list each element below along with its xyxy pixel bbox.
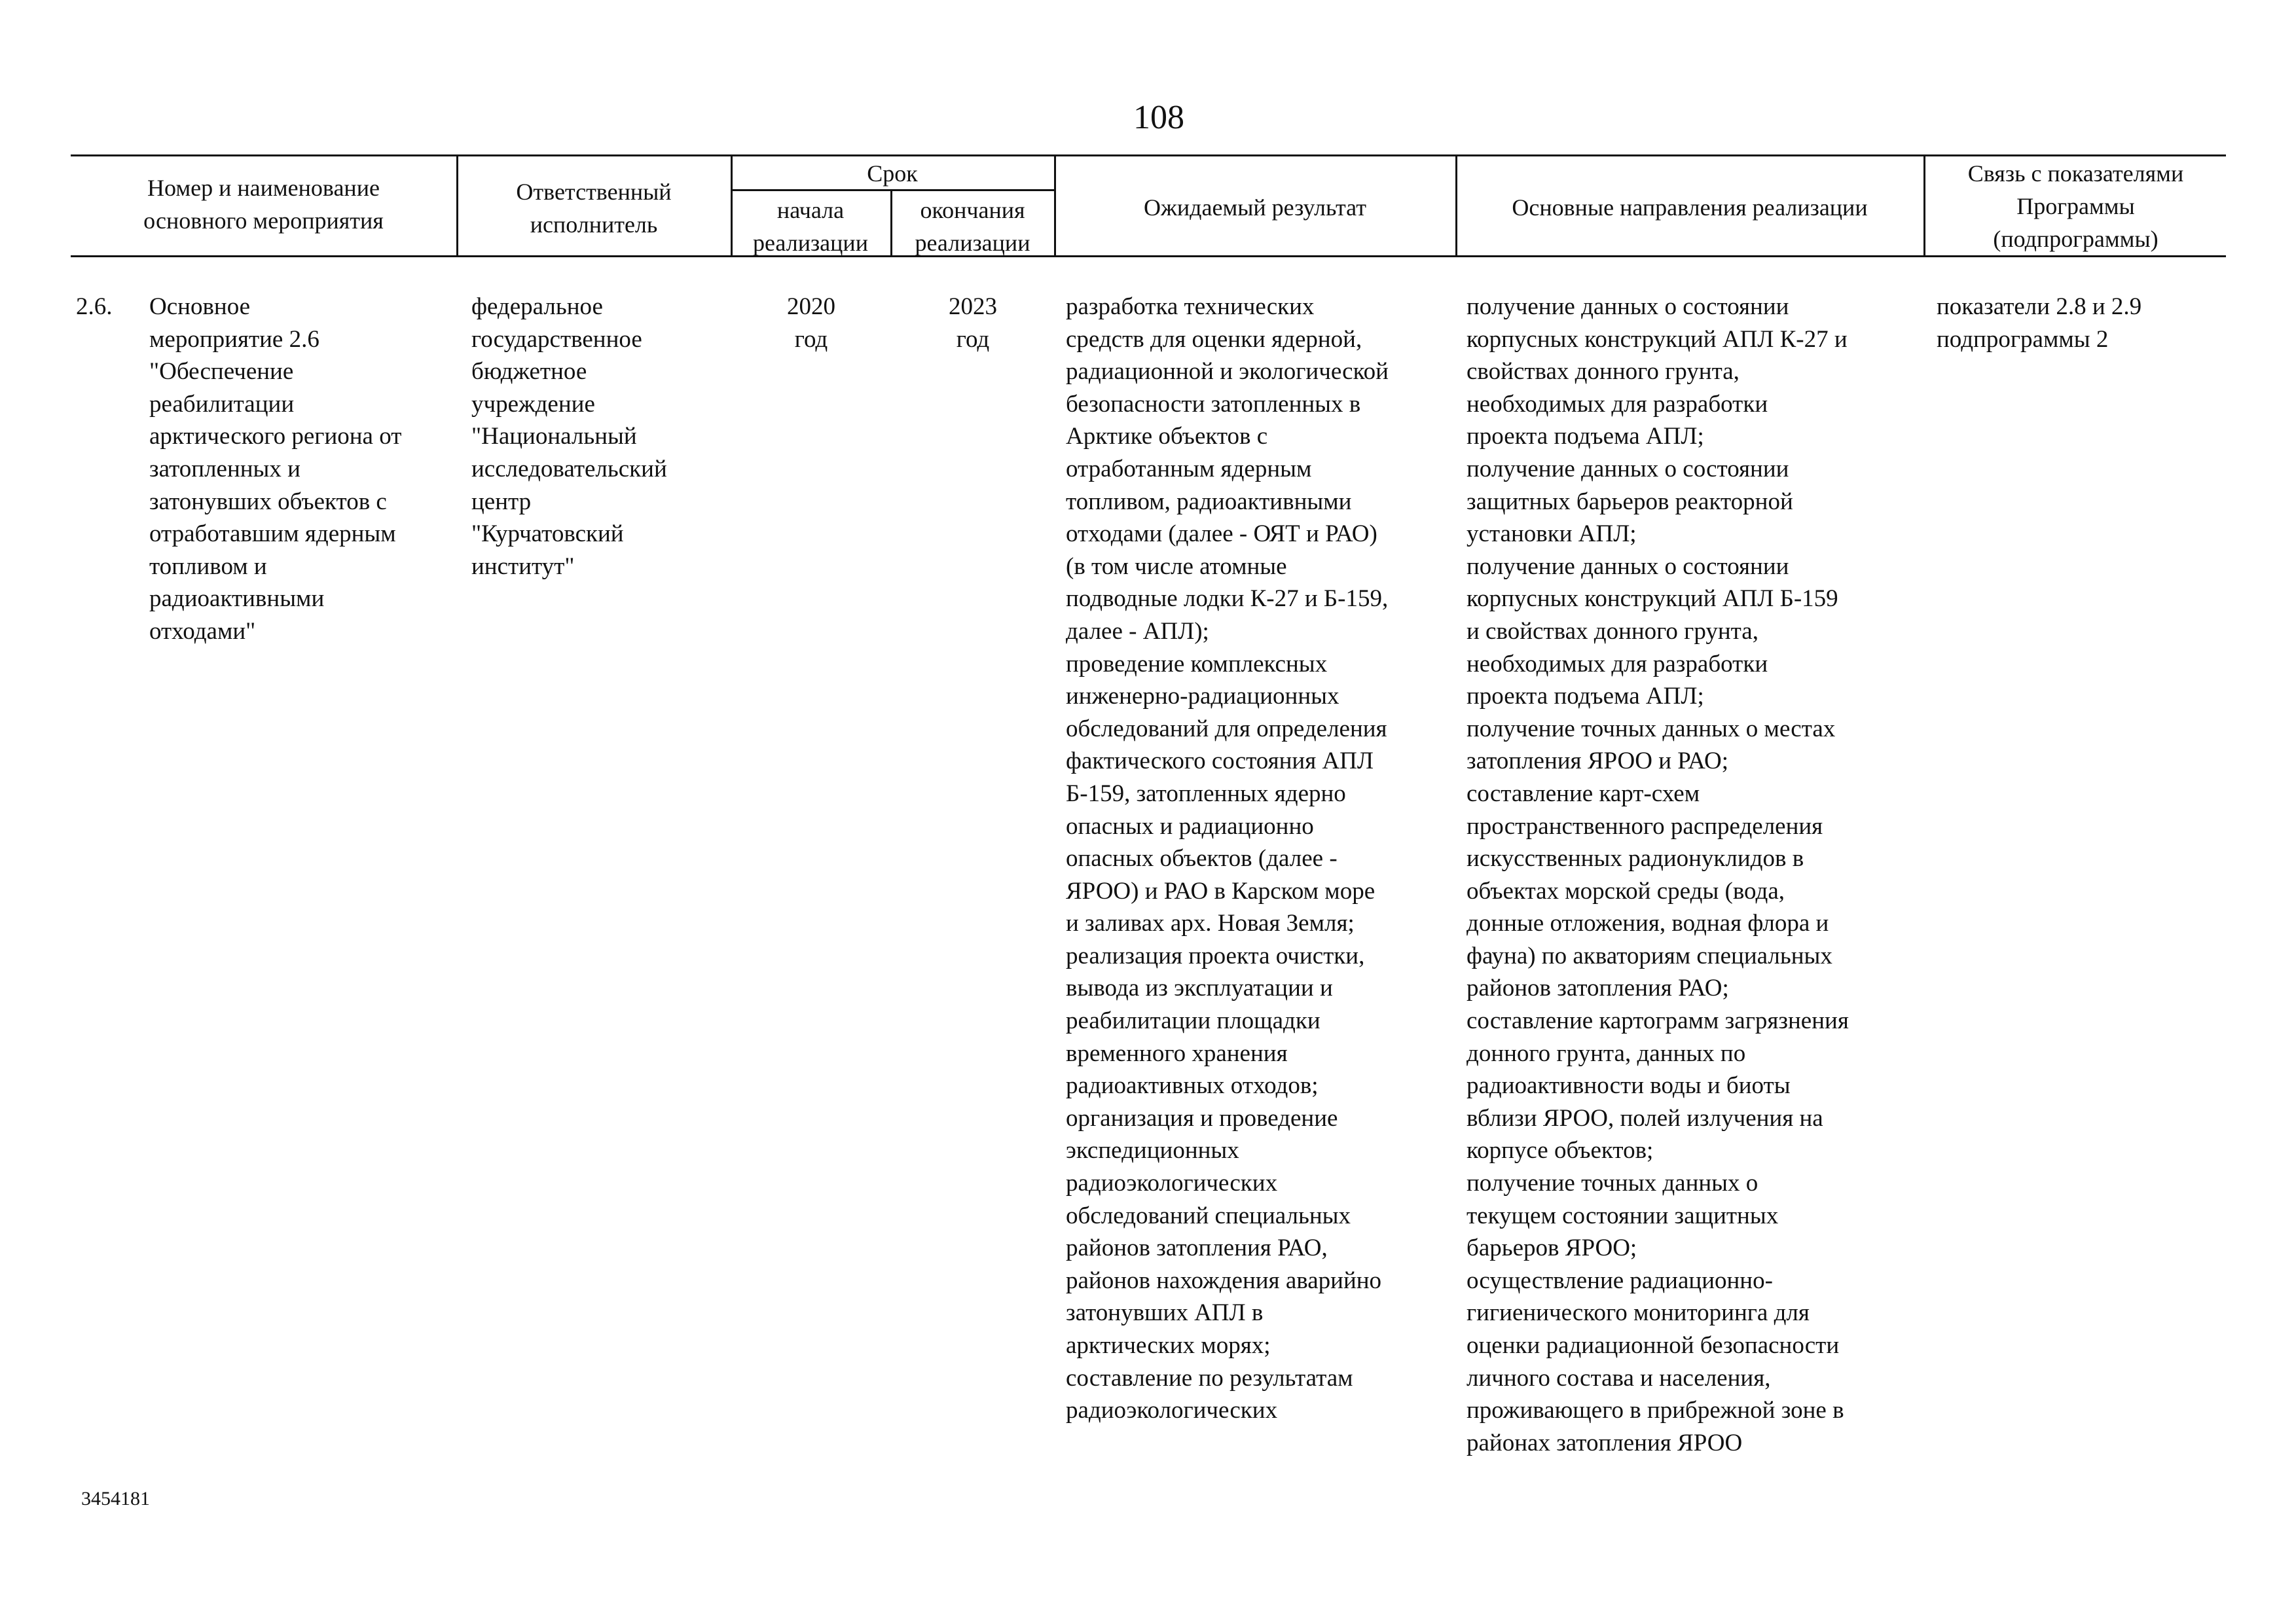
- header-end: [892, 194, 1053, 259]
- text-line: "Курчатовский: [471, 520, 624, 548]
- text-line: топливом, радиоактивными: [1066, 488, 1352, 515]
- text-line: опасных и радиационно: [1066, 812, 1314, 840]
- text-line: учреждение: [471, 390, 595, 418]
- text-line: государственное: [471, 325, 642, 353]
- text-line: реабилитации: [149, 390, 295, 418]
- header-line: реализации: [753, 230, 868, 256]
- header-bottom-rule: [71, 255, 2226, 257]
- text-line: получение данных о состоянии: [1467, 293, 1789, 320]
- header-line: начала: [776, 197, 845, 223]
- text-line: радиационной и экологической: [1066, 358, 1389, 386]
- text-line: (в том числе атомные: [1066, 552, 1287, 580]
- text-line: радиоактивных отходов;: [1066, 1072, 1319, 1100]
- text-line: получение точных данных о местах: [1467, 715, 1836, 742]
- text-line: составление карт-схем: [1467, 780, 1700, 807]
- text-line: арктического региона от: [149, 423, 402, 450]
- header-line: Номер и наименование: [147, 175, 380, 201]
- text-line: необходимых для разработки: [1467, 390, 1768, 418]
- header-start: [732, 194, 889, 259]
- text-line: составление по результатам: [1066, 1364, 1353, 1392]
- text-line: Арктике объектов с: [1066, 423, 1268, 450]
- text-line: районов нахождения аварийно: [1066, 1267, 1382, 1294]
- text-line: временного хранения: [1066, 1039, 1288, 1067]
- text-line: защитных барьеров реакторной: [1467, 488, 1793, 515]
- text-line: год: [956, 325, 990, 353]
- implementation-directions: [1467, 291, 1849, 1459]
- text-line: показатели 2.8 и 2.9: [1937, 293, 2142, 320]
- text-line: Основное: [149, 293, 251, 320]
- text-line: районов затопления РАО,: [1066, 1235, 1328, 1262]
- text-line: ЯРОО) и РАО в Карском море: [1066, 877, 1376, 905]
- text-line: радиоэкологических: [1066, 1170, 1278, 1197]
- text-line: искусственных радионуклидов в: [1467, 845, 1804, 873]
- text-line: "Обеспечение: [149, 358, 294, 386]
- text-line: корпусных конструкций АПЛ К-27 и: [1467, 325, 1848, 353]
- header-term: Срок: [867, 160, 918, 187]
- header-responsible: [458, 175, 729, 241]
- text-line: радиоэкологических: [1066, 1397, 1278, 1424]
- header-line: Программы: [2016, 193, 2135, 219]
- text-line: разработка технических: [1066, 293, 1315, 320]
- text-line: 2020: [787, 293, 835, 320]
- responsible-executor: [471, 291, 667, 583]
- text-line: радиоактивными: [149, 585, 325, 613]
- text-line: Б-159, затопленных ядерно: [1066, 780, 1346, 807]
- program-indicators-link: [1937, 291, 2141, 355]
- header-line: Ответственный: [516, 179, 672, 205]
- text-line: реабилитации площадки: [1066, 1007, 1321, 1035]
- header-line: реализации: [915, 230, 1030, 256]
- text-line: подводные лодки К-27 и Б-159,: [1066, 585, 1389, 613]
- header-line: исполнитель: [530, 211, 658, 238]
- start-year: [753, 291, 869, 355]
- text-line: 2023: [949, 293, 997, 320]
- text-line: получение точных данных о: [1467, 1170, 1758, 1197]
- text-line: проведение комплексных: [1066, 650, 1328, 677]
- text-line: исследовательский: [471, 455, 667, 482]
- text-line: пространственного распределения: [1467, 812, 1823, 840]
- text-line: подпрограммы 2: [1937, 325, 2109, 353]
- expected-result: [1066, 291, 1389, 1427]
- text-line: барьеров ЯРОО;: [1467, 1235, 1637, 1262]
- text-line: вывода из эксплуатации и: [1066, 975, 1333, 1002]
- text-line: затонувших объектов с: [149, 488, 387, 515]
- text-line: бюджетное: [471, 358, 587, 386]
- row-number: 2.6.: [76, 293, 113, 320]
- text-line: донные отложения, водная флора и: [1467, 910, 1829, 937]
- text-line: отходами (далее - ОЯТ и РАО): [1066, 520, 1377, 548]
- text-line: объектах морской среды (вода,: [1467, 877, 1785, 905]
- end-year: [913, 291, 1032, 355]
- text-line: мероприятие 2.6: [149, 325, 319, 353]
- document-code: 3454181: [81, 1488, 150, 1509]
- table-top-rule: [71, 154, 2226, 156]
- text-line: получение данных о состоянии: [1467, 552, 1789, 580]
- text-line: институт": [471, 552, 575, 580]
- text-line: составление картограмм загрязнения: [1467, 1007, 1849, 1035]
- text-line: средств для оценки ядерной,: [1066, 325, 1362, 353]
- text-line: свойствах донного грунта,: [1467, 358, 1740, 386]
- text-line: обследований специальных: [1066, 1202, 1351, 1229]
- text-line: проекта подъема АПЛ;: [1467, 423, 1704, 450]
- text-line: затонувших АПЛ в: [1066, 1299, 1264, 1327]
- text-line: установки АПЛ;: [1467, 520, 1637, 548]
- text-line: центр: [471, 488, 532, 515]
- text-line: далее - АПЛ);: [1066, 617, 1209, 645]
- text-line: организация и проведение: [1066, 1104, 1338, 1132]
- text-line: радиоактивности воды и биоты: [1467, 1072, 1791, 1100]
- header-directions: Основные направления реализации: [1512, 194, 1868, 221]
- text-line: проекта подъема АПЛ;: [1467, 683, 1704, 710]
- text-line: районов затопления РАО;: [1467, 975, 1729, 1002]
- text-line: реализация проекта очистки,: [1066, 942, 1365, 969]
- text-line: гигиенического мониторинга для: [1467, 1299, 1810, 1327]
- text-line: и свойствах донного грунта,: [1467, 617, 1758, 645]
- text-line: арктических морях;: [1066, 1332, 1271, 1359]
- text-line: экспедиционных: [1066, 1137, 1239, 1164]
- text-line: осуществление радиационно-: [1467, 1267, 1773, 1294]
- header-line: окончания: [920, 197, 1025, 223]
- text-line: проживающего в прибрежной зоне в: [1467, 1397, 1844, 1424]
- text-line: "Национальный: [471, 423, 637, 450]
- text-line: безопасности затопленных в: [1066, 390, 1361, 418]
- text-line: оценки радиационной безопасности: [1467, 1332, 1840, 1359]
- text-line: донного грунта, данных по: [1467, 1039, 1746, 1067]
- text-line: отработанным ядерным: [1066, 455, 1312, 482]
- header-line: Связь с показателями: [1967, 160, 2184, 187]
- header-link: [1925, 157, 2226, 255]
- text-line: опасных объектов (далее -: [1066, 845, 1338, 873]
- text-line: корпусе объектов;: [1467, 1137, 1654, 1164]
- text-line: обследований для определения: [1066, 715, 1387, 742]
- text-line: отходами": [149, 617, 256, 645]
- text-line: корпусных конструкций АПЛ Б-159: [1467, 585, 1838, 613]
- text-line: инженерно-радиационных: [1066, 683, 1339, 710]
- text-line: топливом и: [149, 552, 267, 580]
- text-line: и заливах арх. Новая Земля;: [1066, 910, 1355, 937]
- text-line: фактического состояния АПЛ: [1066, 748, 1374, 775]
- text-line: год: [794, 325, 828, 353]
- activity-name: [149, 291, 401, 648]
- text-line: затопления ЯРОО и РАО;: [1467, 748, 1728, 775]
- text-line: затопленных и: [149, 455, 301, 482]
- text-line: отработавшим ядерным: [149, 520, 396, 548]
- text-line: личного состава и населения,: [1467, 1364, 1771, 1392]
- header-number-name: [72, 171, 455, 237]
- text-line: федеральное: [471, 293, 603, 320]
- header-line: основного мероприятия: [143, 208, 384, 234]
- text-line: вблизи ЯРОО, полей излучения на: [1467, 1104, 1823, 1132]
- text-line: необходимых для разработки: [1467, 650, 1768, 677]
- text-line: текущем состоянии защитных: [1467, 1202, 1779, 1229]
- header-line: (подпрограммы): [1993, 226, 2159, 252]
- page-number: 108: [1133, 99, 1184, 136]
- text-line: фауна) по акваториям специальных: [1467, 942, 1832, 969]
- text-line: получение данных о состоянии: [1467, 455, 1789, 482]
- text-line: районах затопления ЯРОО: [1467, 1429, 1743, 1456]
- header-result: Ожидаемый результат: [1144, 194, 1366, 221]
